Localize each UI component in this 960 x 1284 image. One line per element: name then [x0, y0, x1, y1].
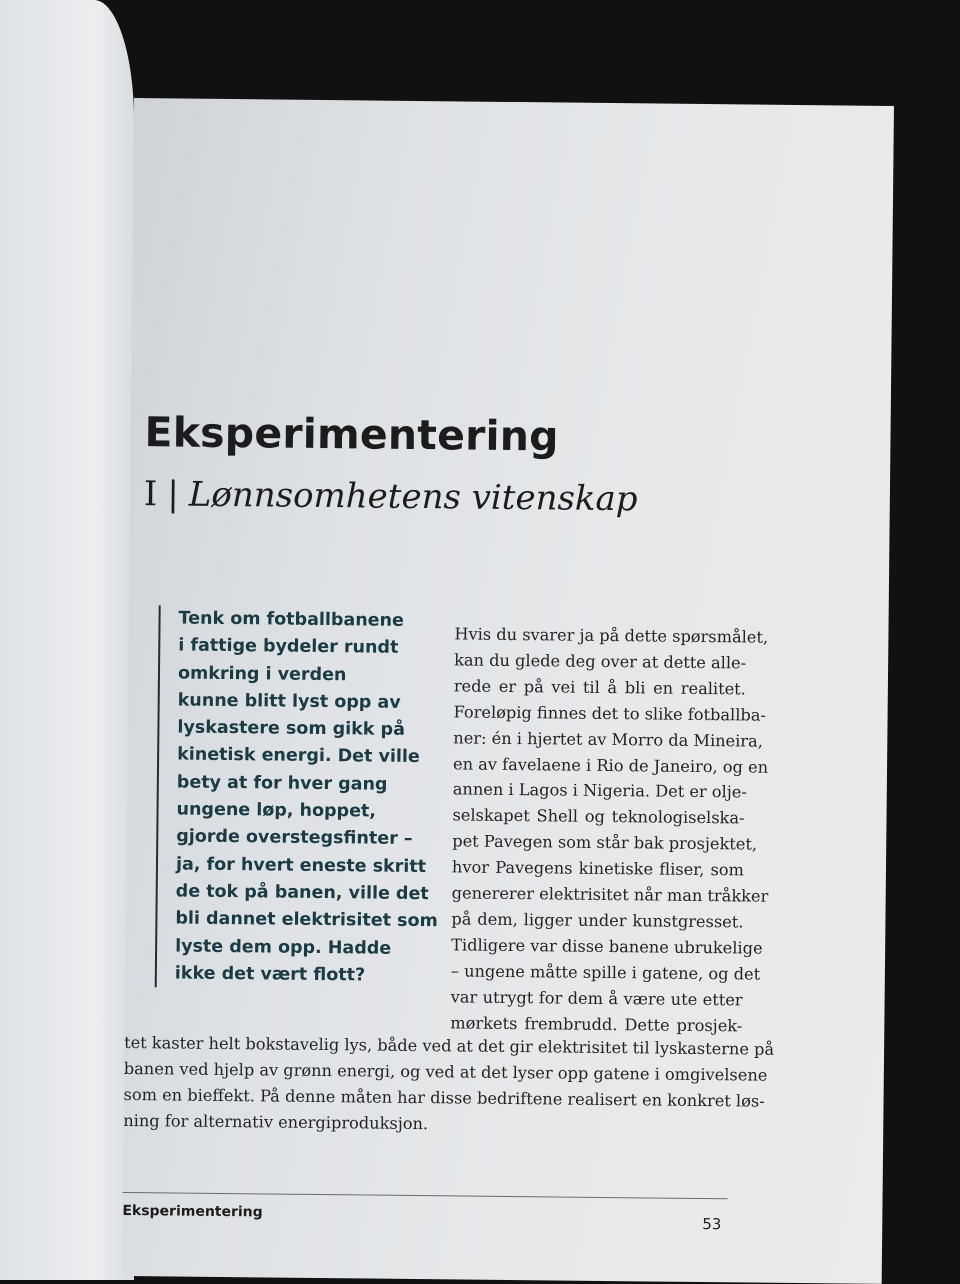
body-paragraph-full-width: [123, 1030, 775, 1140]
quote-line: ikke det vært flott?: [174, 963, 366, 986]
quote-line: bety at for hver gang: [176, 772, 388, 795]
body-column: [450, 621, 769, 1039]
body-line: rede er på vei til å bli en realitet.: [453, 676, 746, 699]
body-line: Tidligere var disse banene ubrukelige: [451, 935, 763, 958]
quote-line: ja, for hvert eneste skritt: [175, 854, 427, 877]
pull-quote: [155, 605, 464, 990]
body-line: en av favelaene i Rio de Janeiro, og en: [452, 753, 769, 777]
body-line: Hvis du svarer ja på dette spørsmålet,: [454, 624, 769, 647]
chapter-number: I: [143, 474, 158, 515]
quote-line: de tok på banen, ville det: [175, 881, 429, 905]
running-footer-title: Eksperimentering: [122, 1202, 263, 1221]
body-line: selskapet Shell og teknologiselska-: [452, 805, 745, 828]
quote-line: i fattige bydeler rundt: [178, 635, 399, 659]
page-number: 53: [702, 1215, 722, 1234]
body-line: som en bieffekt. På denne måten har disse bedriftene realisert en konkret løs-: [123, 1084, 765, 1111]
quote-line: lyskastere som gikk på: [177, 717, 406, 741]
quote-line: omkring i verden: [177, 663, 347, 685]
footer-rule: [123, 1192, 728, 1199]
quote-line: kunne blitt lyst opp av: [177, 690, 401, 713]
quote-line: ungene løp, hoppet,: [176, 799, 377, 822]
body-line: hvor Pavegens kinetiske fliser, som: [451, 857, 745, 880]
body-line: genererer elektrisitet når man tråkker: [451, 883, 769, 906]
body-line: Foreløpig finnes det to slike fotballba-: [453, 702, 767, 725]
body-line: annen i Lagos i Nigeria. Det er olje-: [452, 779, 747, 802]
body-line: ner: én i hjertet av Morro da Mineira,: [453, 728, 764, 751]
body-line: banen ved hjelp av grønn energi, og ved at det lyser opp gatene i omgivelsene: [123, 1058, 768, 1085]
body-line: kan du glede deg over at dette alle-: [454, 650, 747, 673]
chapter-title: Eksperimentering: [144, 408, 560, 461]
left-page-edge: [0, 0, 134, 1280]
quote-line: lyste dem opp. Hadde: [175, 936, 392, 959]
chapter-subtitle: [144, 474, 638, 519]
quote-line: gjorde overstegsfinter –: [176, 826, 413, 850]
body-line: – ungene måtte spille i gatene, og det: [450, 961, 761, 984]
book-page: [122, 98, 894, 1284]
subtitle-text: Lønnsomhetens vitenskap: [188, 474, 638, 520]
body-line: ning for alternativ energiproduksjon.: [123, 1110, 429, 1133]
quote-line: bli dannet elektrisitet som: [175, 908, 438, 932]
body-line: på dem, ligger under kunstgresset.: [451, 909, 744, 932]
body-line: tet kaster helt bokstavelig lys, både ved at det gir elektrisitet til lyskasterne på: [124, 1032, 775, 1059]
body-line: mørkets frembrudd. Dette prosjek-: [450, 1012, 743, 1036]
body-line: pet Pavegen som står bak prosjektet,: [452, 831, 758, 854]
quote-line: Tenk om fotballbanene: [178, 608, 405, 631]
body-line: var utrygt for dem å være ute etter: [450, 987, 743, 1010]
subtitle-separator: |: [167, 474, 179, 515]
quote-line: kinetisk energi. Det ville: [177, 744, 420, 768]
